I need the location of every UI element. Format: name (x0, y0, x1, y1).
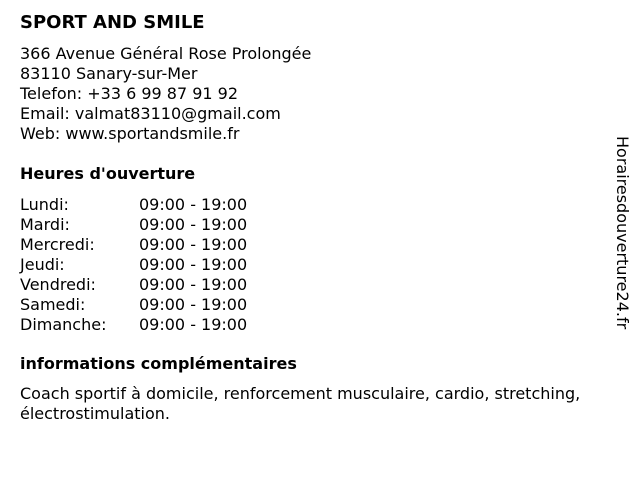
email-line: Email: valmat83110@gmail.com (20, 104, 281, 123)
time-range: 09:00 - 19:00 (139, 315, 248, 334)
day-label: Jeudi: (20, 255, 65, 274)
contact-info (20, 44, 311, 144)
hours-row (20, 275, 247, 295)
extra-info-heading: informations complémentaires (20, 354, 297, 373)
time-range: 09:00 - 19:00 (139, 215, 248, 234)
hours-table (20, 195, 247, 335)
day-label: Dimanche: (20, 315, 107, 334)
hours-row (20, 195, 247, 215)
day-label: Lundi: (20, 195, 69, 214)
hours-row (20, 255, 247, 275)
phone-line: Telefon: +33 6 99 87 91 92 (20, 84, 239, 103)
time-range: 09:00 - 19:00 (139, 295, 248, 314)
time-range: 09:00 - 19:00 (139, 275, 248, 294)
web-line: Web: www.sportandsmile.fr (20, 124, 240, 143)
day-label: Samedi: (20, 295, 86, 314)
day-label: Vendredi: (20, 275, 96, 294)
day-label: Mercredi: (20, 235, 95, 254)
address-line-2: 83110 Sanary-sur-Mer (20, 64, 198, 83)
time-range: 09:00 - 19:00 (139, 235, 248, 254)
hours-row (20, 235, 247, 255)
hours-heading: Heures d'ouverture (20, 164, 196, 183)
time-range: 09:00 - 19:00 (139, 195, 248, 214)
business-name: SPORT AND SMILE (20, 12, 205, 33)
day-label: Mardi: (20, 215, 70, 234)
hours-row (20, 215, 247, 235)
time-range: 09:00 - 19:00 (139, 255, 248, 274)
site-brand-vertical: Horairesdouverture24.fr (613, 136, 632, 330)
hours-row (20, 295, 247, 315)
extra-info-text: Coach sportif à domicile, renforcement musculaire, cardio, stretching, électrostimulation. (20, 384, 581, 423)
hours-row (20, 315, 247, 335)
address-line-1: 366 Avenue Général Rose Prolongée (20, 44, 312, 63)
